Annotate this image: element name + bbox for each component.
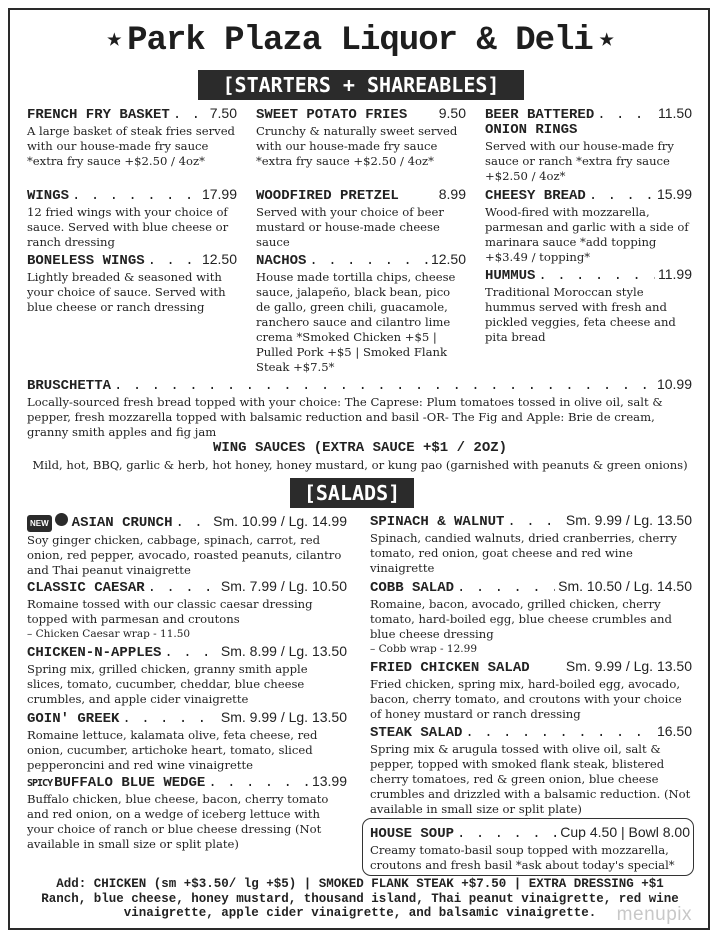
menu-item-cobb-salad: COBB SALAD . . . Sm. 10.50 / Lg. 14.50 Romaine, bacon, avocado, grilled chicken, cherry tomato, hard-boiled egg, blue cheese crumbles and blue cheese dressing – Cobb wrap - 12.99	[370, 579, 692, 657]
starters-heading: [STARTERS + SHAREABLES]	[198, 70, 524, 100]
menu-item-asian-crunch: NEW ASIAN CRUNCH . . . Sm. 10.99 / Lg. 14.99 Soy ginger chicken, cabbage, spinach, carrot, red onion, red pepper, avocado, roasted peanuts, cilantro and Thai peanut vinaigrette	[27, 513, 347, 578]
menu-item-house-soup: HOUSE SOUP . . . Cup 4.50 | Bowl 8.00 Creamy tomato-basil soup topped with mozzarella, croutons and fresh basil *ask about today's special*	[370, 825, 690, 873]
menu-item-french-fry-basket: FRENCH FRY BASKET . . . 7.50 A large basket of steak fries served with our house-made fry sauce *extra fry sauce +$2.50 / 4oz*	[27, 106, 237, 169]
menu-item-classic-caesar: CLASSIC CAESAR . . . Sm. 7.99 / Lg. 10.50 Romaine tossed with our classic caesar dressing topped with parmesan and croutons – Chicken Caesar wrap - 11.50	[27, 579, 347, 642]
menu-item-woodfired-pretzel: WOODFIRED PRETZEL 8.99 Served with your choice of beer mustard or house-made cheese sauce	[256, 186, 466, 249]
restaurant-title: ★ Park Plaza Liquor & Deli ★	[0, 22, 720, 60]
menu-item-hummus: HUMMUS . . . 11.99 Traditional Moroccan style hummus served with fresh and pickled veggies, feta cheese and pita bread	[485, 267, 692, 345]
menu-item-bruschetta: BRUSCHETTA . . . 10.99 Locally-sourced fresh bread topped with your choice: The Caprese: Plum tomatoes tossed in olive oil, salt & pepper, fresh mozzarella topped with balsamic reduction and basil -OR- The Fig and Apple: Brie de cream, granny smith apples and fig jam	[27, 377, 692, 440]
menu-item-goin-greek: GOIN' GREEK . . . Sm. 9.99 / Lg. 13.50 Romaine lettuce, kalamata olive, feta cheese, red onion, cucumber, artichoke heart, tomato, sliced pepperoncini and red wine vinaigrette	[27, 710, 347, 773]
wing-sauces-heading: WING SAUCES (EXTRA SAUCE +$1 / 2OZ)	[212, 440, 508, 456]
wing-sauces-list: Mild, hot, BBQ, garlic & herb, hot honey, honey mustard, or kung pao (garnished with peanuts & green onions)	[32, 458, 688, 472]
star-icon: ★	[106, 24, 122, 54]
leaf-icon	[55, 513, 68, 526]
spicy-label: SPICY	[27, 778, 53, 789]
new-badge: NEW	[27, 515, 52, 532]
dressings-list: Ranch, blue cheese, honey mustard, thousand island, Thai peanut vinaigrette, red wine vinaigrette, apple cider vinaigrette, and balsamic vinaigrette.	[41, 892, 679, 920]
menu-item-nachos: NACHOS . . . 12.50 House made tortilla chips, cheese sauce, jalapeño, black bean, pico de gallo, green chili, guacamole, ranchero sauce and cilantro lime crema *Smoked Chicken +$5 | Pulled Pork +$5 | Smoked Flank Steak +$7.5*	[256, 252, 466, 375]
menu-item-steak-salad: STEAK SALAD . . . 16.50 Spring mix & arugula tossed with olive oil, salt & pepper, topped with smoked flank steak, blistered cherry tomatoes, red & green onion, blue cheese crumbles and drizzled with a balsamic reduction. (Not available in small size or split plate)	[370, 724, 692, 817]
watermark: menupix	[616, 904, 692, 925]
menu-item-wings: WINGS . . . 17.99 12 fried wings with your choice of sauce. Served with blue cheese or ranch dressing	[27, 187, 237, 250]
salads-heading: [SALADS]	[290, 478, 414, 508]
menu-item-fried-chicken-salad: FRIED CHICKEN SALAD Sm. 9.99 / Lg. 13.50 Fried chicken, spring mix, hard-boiled egg, avocado, bacon, cherry tomato, and croutons with your choice of honey mustard or ranch dressing	[370, 658, 692, 721]
menu-item-sweet-potato-fries: SWEET POTATO FRIES 9.50 Crunchy & naturally sweet served with our house-made fry sauce *extra fry sauce +$2.50 / 4oz*	[256, 105, 466, 168]
menu-item-boneless-wings: BONELESS WINGS . . . 12.50 Lightly breaded & seasoned with your choice of sauce. Served with blue cheese or ranch dressing	[27, 252, 237, 315]
menu-item-cheesy-bread: CHEESY BREAD . . . 15.99 Wood-fired with mozzarella, parmesan and garlic with a side of marinara sauce *add topping +$3.49 / topping*	[485, 187, 692, 265]
menu-item-chicken-n-apples: CHICKEN-N-APPLES . . . Sm. 8.99 / Lg. 13.50 Spring mix, grilled chicken, granny smith apple slices, tomato, cucumber, cheddar, blue cheese crumbles, and apple cider vinaigrette	[27, 644, 347, 707]
menu-item-onion-rings: BEER BATTERED . . . 11.50 ONION RINGS Served with our house-made fry sauce or ranch *extra fry sauce +$2.50 / 4oz*	[485, 106, 692, 184]
add-ons-line: Add: CHICKEN (sm +$3.50/ lg +$5) | SMOKED FLANK STEAK +$7.50 | EXTRA DRESSING +$1	[56, 877, 664, 891]
star-icon: ★	[598, 24, 614, 54]
menu-item-buffalo-blue-wedge: SPICY BUFFALO BLUE WEDGE . . . 13.99 Buffalo chicken, blue cheese, bacon, cherry tomato and red onion, on a wedge of iceberg lettuce with your choice of ranch or blue cheese dressing (Not available in small size or split plate)	[27, 774, 347, 852]
menu-item-spinach-walnut: SPINACH & WALNUT . . . Sm. 9.99 / Lg. 13.50 Spinach, candied walnuts, dried cranberries, cherry tomato, red onion, goat cheese and red wine vinaigrette	[370, 513, 692, 576]
